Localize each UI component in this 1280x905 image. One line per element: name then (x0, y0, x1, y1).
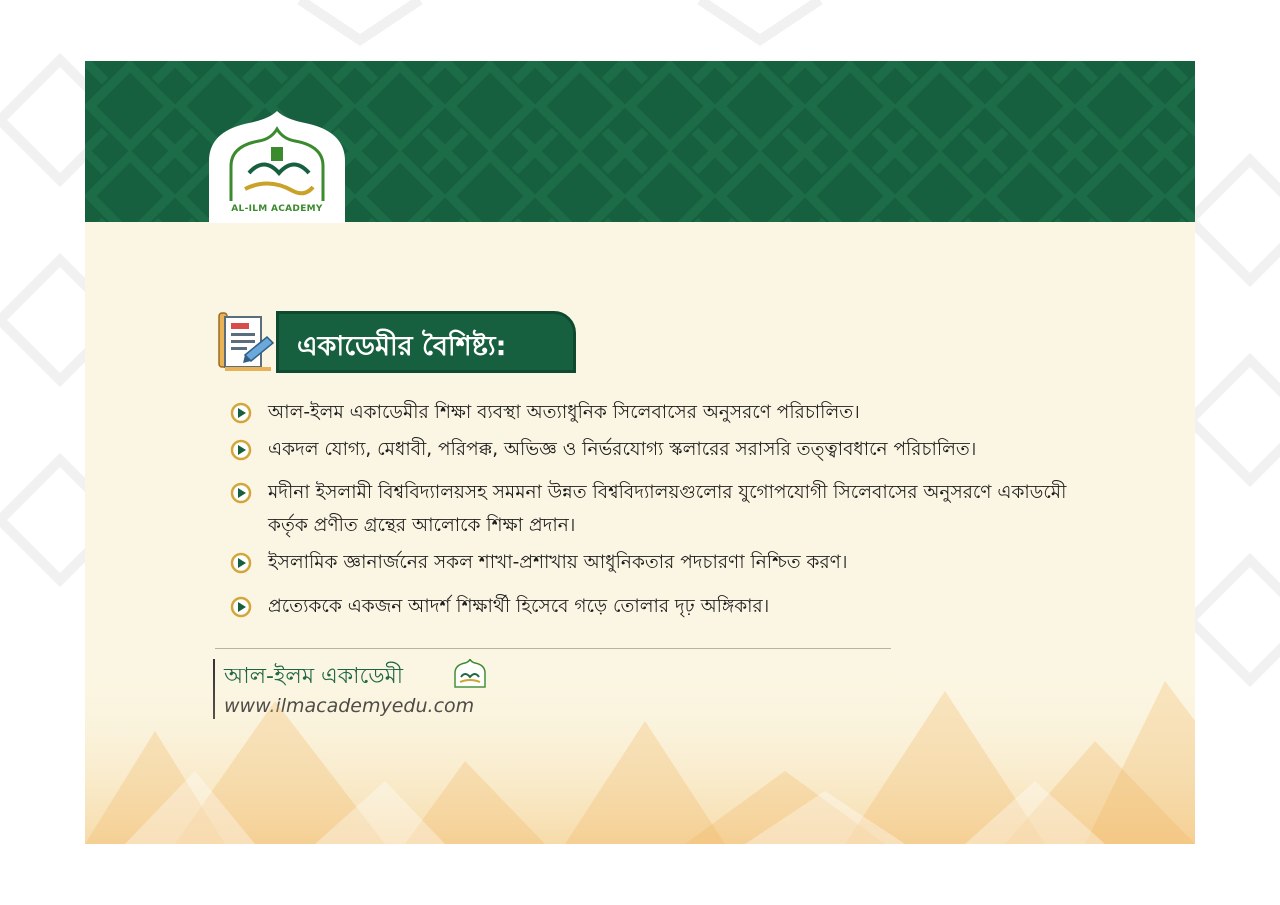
section-heading (215, 311, 585, 373)
list-item (230, 546, 847, 579)
document-pencil-icon (215, 311, 275, 373)
feature-text: একদল যোগ্য, মেধাবী, পরিপক্ক, অভিজ্ঞ ও নির্ভরযোগ্য স্কলারের সরাসরি তত্ত্বাবধানে পরিচালিত। (268, 439, 977, 460)
list-item (230, 476, 1088, 542)
page-title: একাডেমীর বৈশিষ্ট্য: (297, 331, 507, 362)
bottom-decoration (85, 661, 1195, 844)
play-bullet-icon (230, 596, 252, 618)
play-bullet-icon (230, 482, 252, 504)
play-bullet-icon (230, 439, 252, 461)
feature-text: মদীনা ইসলামী বিশ্ববিদ্যালয়সহ সমমনা উন্নত বিশ্ববিদ্যালয়গুলোর যুগোপযোগী সিলেবাসের অনুসরণে একাডমেী কর্তৃক প্রণীত গ্রন্থের আলোকে শিক্ষা প্রদান। (268, 482, 1067, 536)
list-item (230, 433, 976, 466)
logo-caption: AL-ILM ACADEMY (231, 204, 323, 214)
feature-text: ইসলামিক জ্ঞানার্জনের সকল শাখা-প্রশাখায় আধুনিকতার পদচারণা নিশ্চিত করণ। (268, 552, 848, 573)
list-item (230, 590, 769, 623)
heading-tab (276, 311, 576, 373)
divider (215, 648, 891, 649)
feature-text: প্রত্যেককে একজন আদর্শ শিক্ষার্থী হিসেবে গড়ে তোলার দৃঢ় অঙ্গিকার। (268, 596, 770, 617)
info-card (85, 61, 1195, 844)
list-item (230, 396, 860, 429)
academy-logo (209, 111, 345, 223)
feature-text: আল-ইলম একাডেমীর শিক্ষা ব্যবস্থা অত্যাধুনিক সিলেবাসের অনুসরণে পরিচালিত। (268, 402, 860, 423)
play-bullet-icon (230, 552, 252, 574)
play-bullet-icon (230, 402, 252, 424)
